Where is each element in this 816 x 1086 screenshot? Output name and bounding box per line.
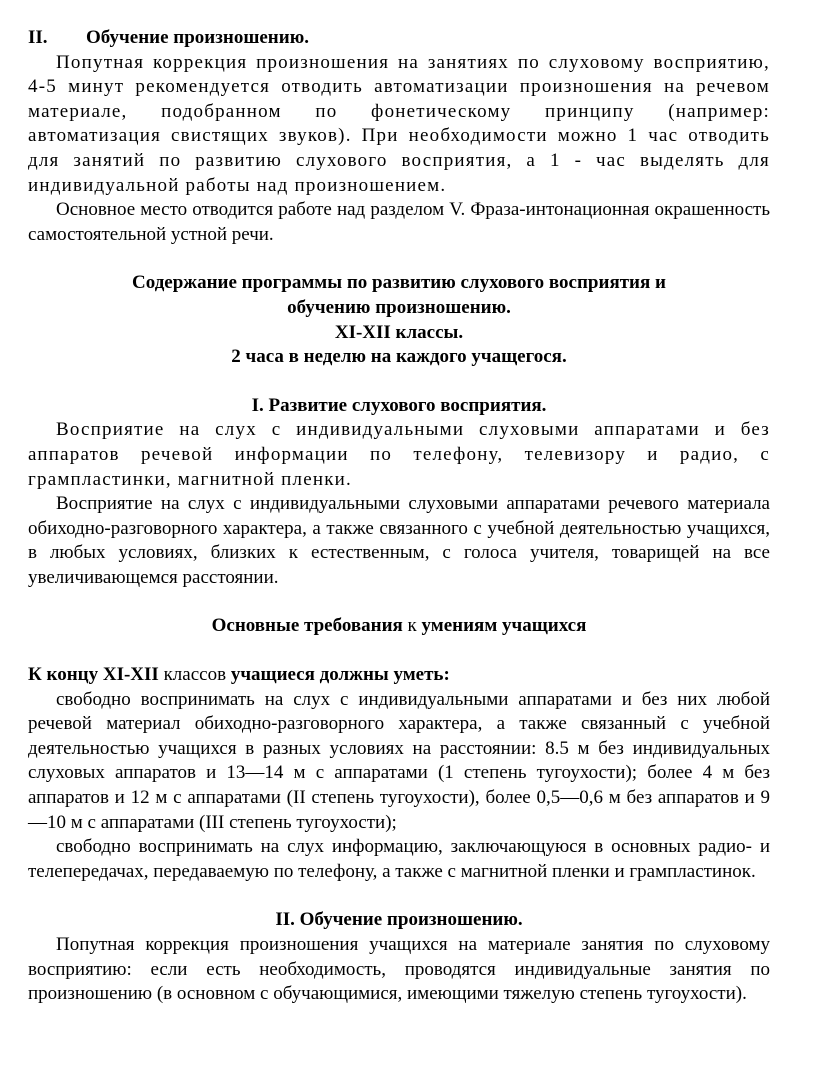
paragraph: Попутная коррекция произношения учащихся на материале занятия по слуховому восприятию: если есть необходимость, проводятся индивидуальные занятия по произношению (в основном с обучающимися, имеющими тяжелую степень тугоухости).	[28, 934, 770, 1005]
subsection-heading: I. Развитие слухового восприятия.	[251, 394, 547, 416]
paragraph: Восприятие на слух с индивидуальными слуховыми аппаратами речевого материала обиходно-разговорного характера, а также связанного с учебной деятельностью учащихся, в любых условиях, близких к естественным, с голоса учителя, товарищей на все увеличивающемся расстоянии.	[28, 493, 770, 588]
requirements-lead-c: учащиеся должны уметь:	[230, 664, 450, 686]
section-title: Обучение произношению.	[86, 27, 309, 48]
requirements-heading-c: умениям учащихся	[421, 615, 587, 637]
section-number: II.	[28, 27, 48, 48]
program-heading-line2: обучению произношению.	[287, 296, 511, 318]
requirements-lead-a: К концу XI-XII	[28, 664, 159, 686]
paragraph: Восприятие на слух с индивидуальными слуховыми аппаратами и без аппаратов речевой информации по телефону, телевизору и радио, с грампластинки, магнитной пленки.	[28, 419, 770, 490]
requirements-heading	[28, 614, 770, 639]
subsection-heading: II. Обучение произношению.	[275, 909, 523, 931]
document-content	[28, 26, 770, 1007]
program-heading-line1: Содержание программы по развитию слухового восприятия и	[132, 272, 666, 294]
requirement-item: свободно воспринимать на слух информацию, заключающуюся в основных радио- и телепередачах, передаваемую по телефону, а также с магнитной пленки и грампластинок.	[28, 836, 770, 882]
section-heading	[28, 26, 770, 51]
requirements-heading-a: Основные требования	[211, 615, 403, 637]
program-classes: XI-XII классы.	[334, 321, 464, 343]
requirement-item: свободно воспринимать на слух с индивидуальными аппаратами и без них любой речевой материал обиходно-разговорного характера, а также связанный с учебной деятельностью учащихся в разных условиях на расстоянии: 8.5 м без индивидуальных слуховых аппаратов и 13—14 м с аппаратами (1 степень тугоухости); более 4 м без аппаратов и 12 м с аппаратами (II степень тугоухости), более 0,5—0,6 м без аппаратов и 9—10 м с аппаратами (III степень тугоухости);	[28, 688, 770, 833]
paragraph: Основное место отводится работе над разделом V. Фраза-интонационная окрашенность самостоятельной устной речи.	[28, 199, 770, 245]
program-hours: 2 часа в неделю на каждого учащегося.	[231, 346, 567, 368]
paragraph: Попутная коррекция произношения на занятиях по слуховому восприятию, 4-5 минут рекомендуется отводить автоматизации произношения на речевом материале, подобранном по фонетическому принципу (например: автоматизация свистящих звуков). При необходимости можно 1 час отводить для занятий по развитию слухового восприятия, а 1 - час выделять для индивидуальной работы над произношением.	[28, 51, 770, 196]
requirements-heading-b: к	[402, 615, 422, 637]
requirements-lead	[28, 663, 770, 688]
requirements-lead-b: классов	[158, 664, 231, 686]
